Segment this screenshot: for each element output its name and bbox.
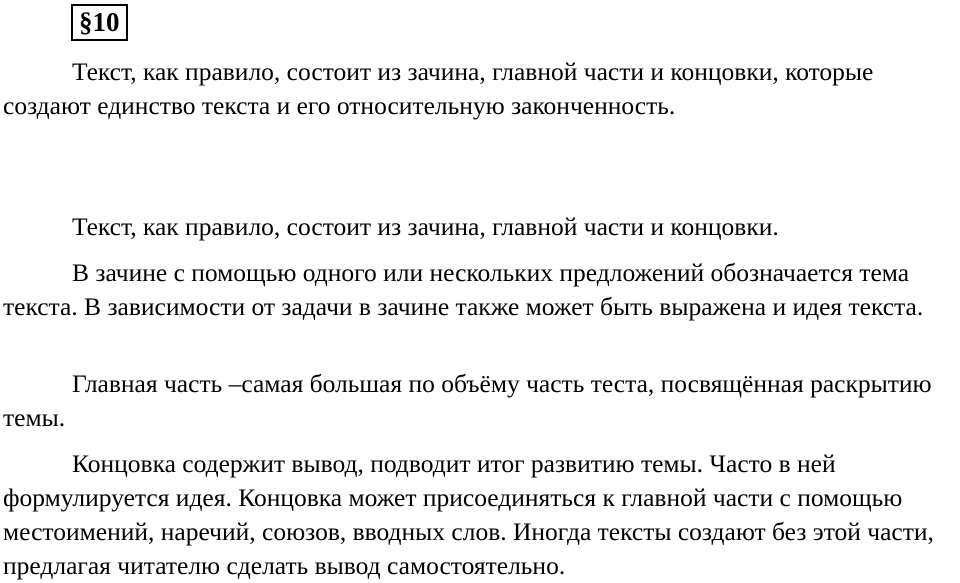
paragraph-ending: Концовка содержит вывод, подводит итог развитию темы. Часто в ней формулируется идея. Концовка может присоединяться к главной части с помощью местоимений, наречий, союзов, вводных слов. Иногда тексты создают без этой части, предлагая читателю сделать вывод самостоятельно. [3, 449, 934, 580]
paragraph-structure: Текст, как правило, состоит из зачина, главной части и концовки. [72, 212, 779, 241]
section-number-badge: §10 [71, 4, 128, 41]
paragraph-main-part: Главная часть –самая большая по объёму часть теста, посвящённая раскрытию темы. [3, 369, 932, 432]
paragraph-opening: В зачине с помощью одного или нескольких предложений обозначается тема текста. В зависимости от задачи в зачине также может быть выражена и идея текста. [3, 258, 924, 321]
paragraph-definition: Текст, как правило, состоит из зачина, главной части и концовки, которые создают единство текста и его относительную законченность. [3, 57, 874, 120]
